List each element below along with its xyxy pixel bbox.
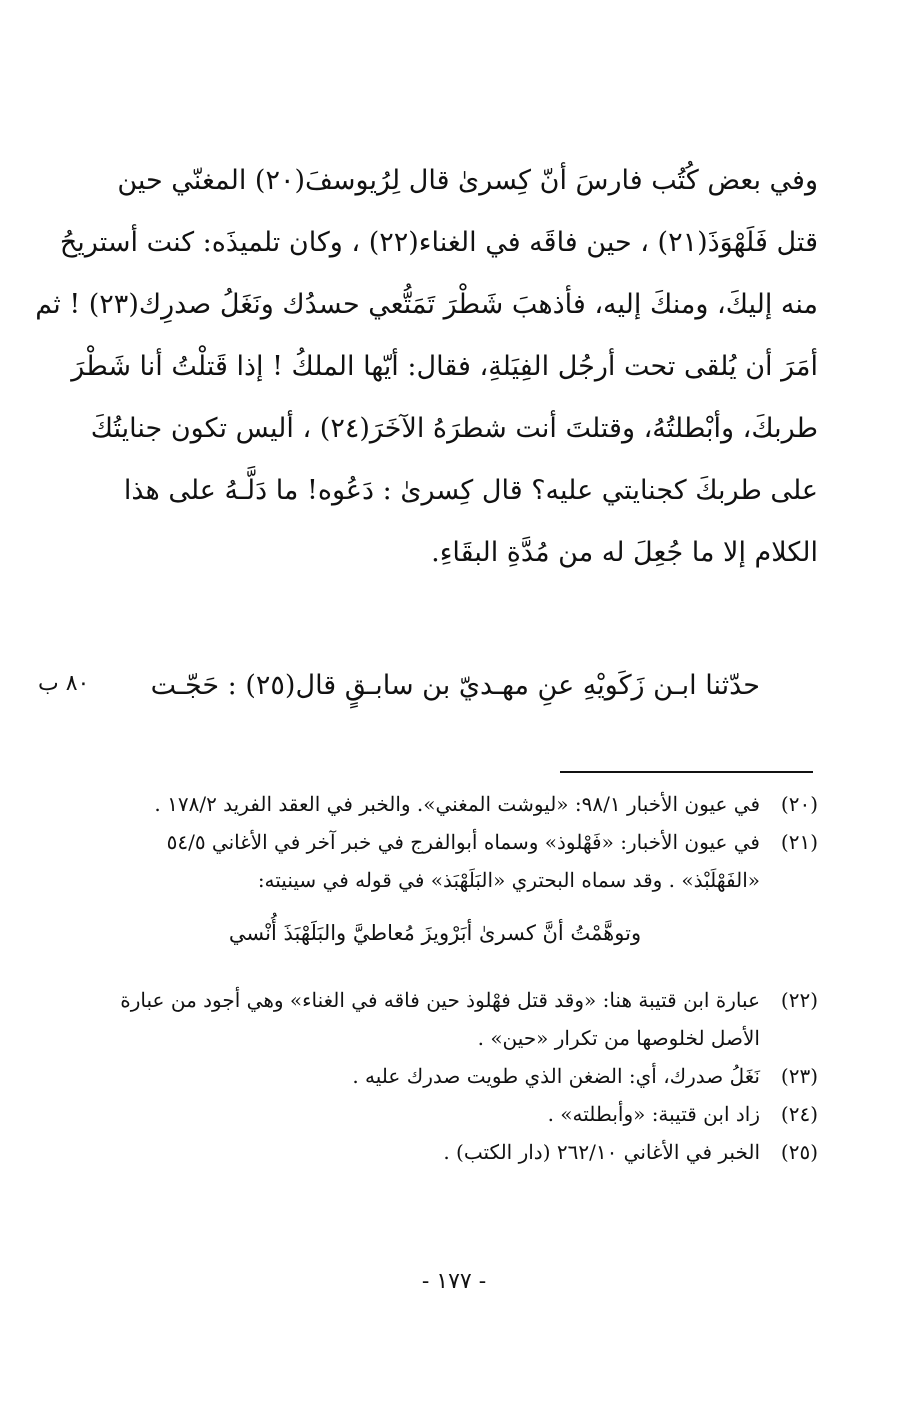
footnote-text: نَغَلُ صدرك، أي: الضغن الذي طويت صدرك عليه . (352, 1064, 760, 1088)
footnote (110, 1095, 818, 1133)
main-text-line: الكلام إلا ما جُعِلَ له من مُدَّةِ البقَاءِ. (431, 537, 818, 568)
hadith-opening-line: حدّثنا ابـن زَكَويْهِ عنِ مهـديّ بن سابـقٍ قال(٢٥) : حَجّـت (150, 670, 760, 701)
footnote-body (110, 823, 760, 981)
footnote-body (110, 1057, 760, 1095)
footnote-text: في عيون الأخبار ٩٨/١: «ليوشت المغني». والخبر في العقد الفريد ١٧٨/٢ . (154, 792, 760, 816)
footnote-body (110, 1095, 760, 1133)
main-text-line: منه إليكَ، ومنكَ إليه، فأذهبَ شَطْرَ تَمَتُّعي حسدُك ونَغَلُ صدرِك(٢٣) ! ثم (35, 289, 818, 320)
footnote (110, 785, 818, 823)
main-text-line: وفي بعض كُتُب فارسَ أنّ كِسرىٰ قال لِرُيوسفَ(٢٠) المغنّي حين (117, 165, 818, 196)
footnote-body (110, 785, 760, 823)
footnote-number: (٢١) (780, 830, 818, 854)
footnote (110, 1133, 818, 1171)
footnote-body (110, 1133, 760, 1171)
page-number: - ١٧٧ - (421, 1269, 487, 1294)
footnote (110, 823, 818, 981)
footnote (110, 981, 818, 1057)
footnote-number: (٢٤) (780, 1102, 818, 1126)
footnote-separator (560, 771, 813, 773)
footnote-text: الخبر في الأغاني ٢٦٢/١٠ (دار الكتب) . (443, 1140, 760, 1164)
poetry-verse: وتوهَّمْتُ أنَّ كسرىٰ أبَرْويزَ مُعاطيَّ والبَلَهْبَذَ أُنْسي (228, 921, 642, 945)
footnote-number: (٢٣) (780, 1064, 818, 1088)
manuscript-folio-mark: ٨٠ ب (38, 671, 90, 696)
footnote-number: (٢٠) (780, 792, 818, 816)
footnote-number: (٢٢) (780, 988, 818, 1012)
footnote-text: زاد ابن قتيبة: «وأبطلته» . (547, 1102, 760, 1126)
main-text-line: طربكَ، وأبْطلتُهُ، وقتلتَ أنت شطرَهُ الآخَرَ(٢٤) ، أليس تكون جنايتُكَ (90, 413, 818, 444)
main-text-block (35, 150, 818, 584)
footnote (110, 1057, 818, 1095)
main-text-line: قتل فَلَهْوَذَ(٢١) ، حين فاقَه في الغناء(٢٢) ، وكان تلميذَه: كنت أستريحُ (59, 227, 818, 258)
footnotes (110, 785, 818, 1171)
footnote-body (110, 981, 760, 1057)
footnote-text: في عيون الأخبار: «فَهْلوذ» وسماه أبوالفرج في خبر آخر في الأغاني ٥٤/٥ (166, 830, 760, 854)
main-text-line: أمَرَ أن يُلقى تحت أرجُل الفِيَلةِ، فقال: أيّها الملكُ ! إذا قَتلْتُ أنا شَطْرَ (71, 351, 818, 382)
footnote-text: «الفَهْلَبْذ» . وقد سماه البحتري «البَلَهْبَذ» في قوله في سينيته: (257, 868, 760, 892)
footnote-number: (٢٥) (780, 1140, 818, 1164)
footnote-text: الأصل لخلوصها من تكرار «حين» . (477, 1026, 760, 1050)
main-text-line: على طربكَ كجنايتي عليه؟ قال كِسرىٰ : دَعُوه! ما دَلَّـهُ على هذا (123, 475, 818, 506)
footnote-text: عبارة ابن قتيبة هنا: «وقد قتل فهْلوذ حين فاقه في الغناء» وهي أجود من عبارة (120, 988, 760, 1012)
